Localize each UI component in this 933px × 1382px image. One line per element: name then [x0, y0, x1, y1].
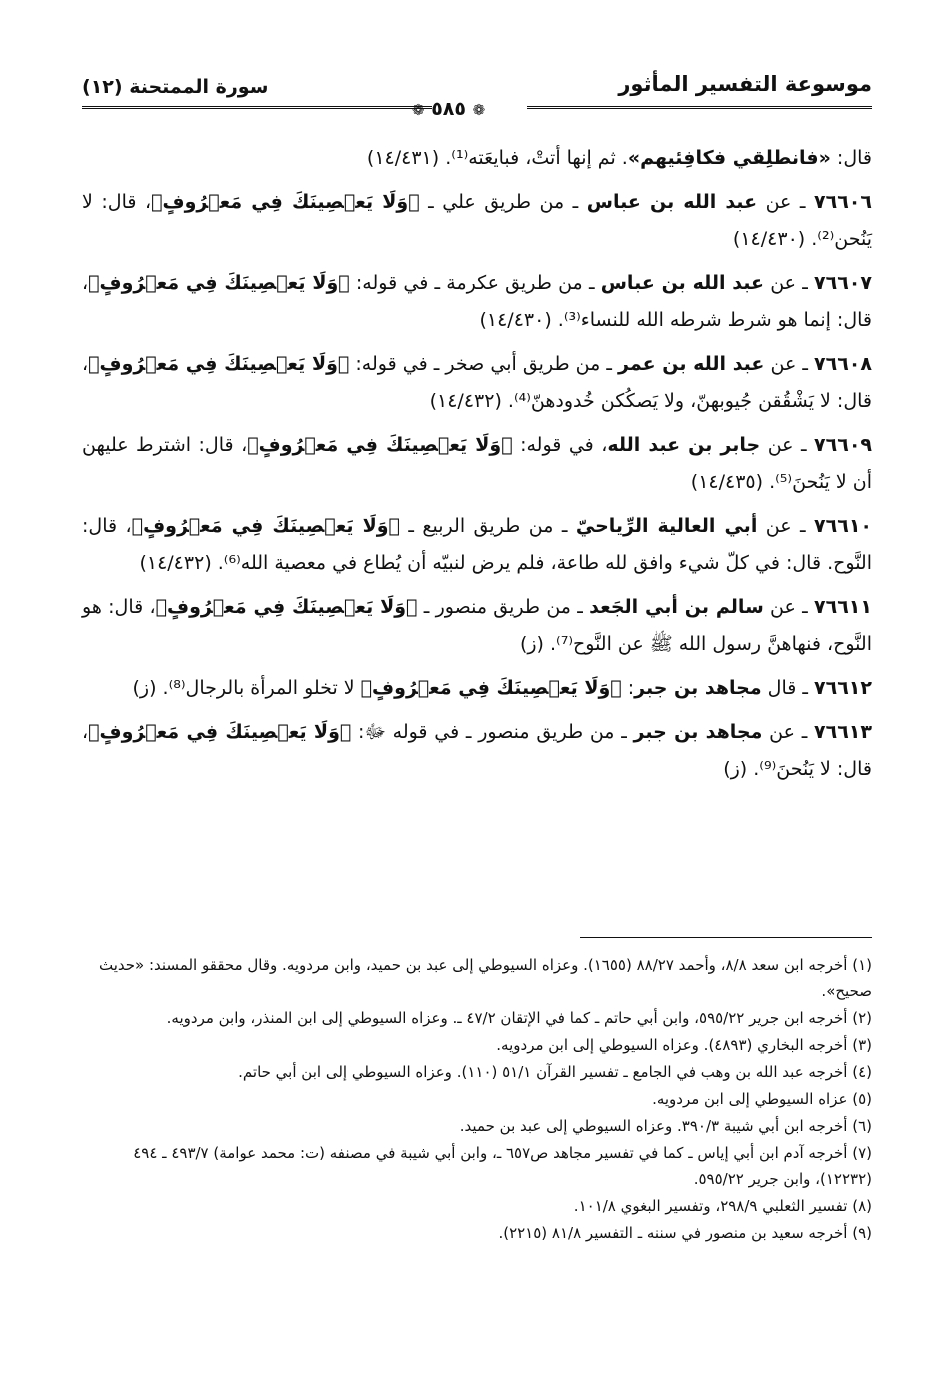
hadith-number: ٧٦٦٠٩: [814, 434, 873, 456]
paragraph-post: ، قال: اشترط عليهن أن لا يَنُحنَ⁽⁵⁾. (١٤/٤٣٥): [82, 434, 872, 493]
quran-verse: ﴿وَلَا يَعۡصِينَكَ فِي مَعۡرُوفٍ﴾: [155, 596, 418, 618]
paragraph-mid: ـ من طريق الربيع ـ: [399, 515, 576, 537]
paragraph: [82, 670, 872, 707]
paragraph: [82, 140, 872, 177]
footnote: (٥) عزاه السيوطي إلى ابن مردويه.: [652, 1090, 872, 1108]
paragraph: [82, 589, 872, 663]
paragraph-mid: ، في قوله:: [512, 434, 608, 456]
page-header: [82, 68, 872, 120]
header-rule: [82, 106, 432, 109]
paragraph-mid: ـ من طريق منصور ـ: [417, 596, 590, 618]
paragraph-pre: ـ عن: [763, 596, 815, 618]
paragraph-pre: ـ عن: [760, 434, 815, 456]
paragraph: [82, 508, 872, 582]
paragraph-pre: ـ عن: [757, 191, 815, 213]
paragraph-mid: ـ من طريق منصور ـ في قوله ﷻ:: [351, 721, 634, 743]
hadith-number: ٧٦٦١٢: [814, 677, 872, 699]
footnote: (٧) أخرجه آدم ابن أبي إياس ـ كما في تفسير مجاهد ص٦٥٧ ـ، وابن أبي شيبة في مصنفه (ت: محمد عوامة) ٤٩٣/٧ ـ ٤٩٤ (١٢٢٣٢)، وابن جرير ٥٩٥/٢٢.: [133, 1144, 872, 1188]
footnote-divider: [580, 937, 872, 938]
footnote: (٢) أخرجه ابن جرير ٥٩٥/٢٢، وابن أبي حاتم ـ كما في الإتقان ٤٧/٢ ـ. وعزاه السيوطي إلى ابن المنذر، وابن مردويه.: [166, 1009, 872, 1027]
footnotes: [82, 952, 872, 1247]
quote: «فانطلِقي فكافِئيهم»: [627, 147, 831, 169]
quran-verse: ﴿وَلَا يَعۡصِينَكَ فِي مَعۡرُوفٍ﴾: [151, 191, 420, 213]
quran-verse: ﴿وَلَا يَعۡصِينَكَ فِي مَعۡرُوفٍ﴾: [88, 721, 352, 743]
narrator: جابر بن عبد الله: [607, 434, 761, 456]
hadith-number: ٧٦٦٠٦: [814, 191, 872, 213]
ornament-icon: ❁: [412, 101, 425, 119]
paragraph-pre: ـ عن: [762, 721, 815, 743]
page-number-block: [412, 98, 485, 120]
paragraph-post: لا تخلو المرأة بالرجال⁽⁸⁾. (ز): [132, 677, 361, 699]
quran-verse: ﴿وَلَا يَعۡصِينَكَ فِي مَعۡرُوفٍ﴾: [131, 515, 400, 537]
hadith-number: ٧٦٦٠٧: [814, 272, 872, 294]
narrator: عبد الله بن عباس: [600, 272, 765, 294]
paragraph: [82, 346, 872, 420]
paragraph-pre: ـ قال: [761, 677, 815, 699]
paragraph-post: ، قال: إنما هو شرط شرطه الله للنساء⁽³⁾. (١٤/٤٣٠): [82, 272, 872, 331]
paragraph: [82, 184, 872, 258]
paragraph-pre: قال:: [830, 147, 872, 169]
paragraph-pre: ـ عن: [764, 272, 814, 294]
surah-title: سورة الممتحنة (١٢): [82, 76, 269, 98]
paragraph: [82, 427, 872, 501]
narrator: عبد الله بن عمر: [618, 353, 765, 375]
paragraph-pre: ـ عن: [757, 515, 815, 537]
footnote: (٤) أخرجه عبد الله بن وهب في الجامع ـ تفسير القرآن ٥١/١ (١١٠). وعزاه السيوطي إلى ابن أبي حاتم.: [238, 1063, 872, 1081]
quran-verse: ﴿وَلَا يَعۡصِينَكَ فِي مَعۡرُوفٍ﴾: [88, 353, 350, 375]
main-text: [82, 140, 872, 795]
footnote: (١) أخرجه ابن سعد ٨/٨، وأحمد ٨٨/٢٧ (١٦٥٥). وعزاه السيوطي إلى عبد بن حميد، وابن مردويه. وقال محققو المسند: «حديث صحيح».: [98, 956, 872, 1000]
hadith-number: ٧٦٦١٠: [814, 515, 873, 537]
header-rule: [527, 106, 872, 109]
paragraph-mid: ـ من طريق عكرمة ـ في قوله:: [349, 272, 601, 294]
paragraph-post: ، قال: لا يَنُحن⁽²⁾. (١٤/٤٣٠): [82, 191, 872, 250]
hadith-number: ٧٦٦٠٨: [814, 353, 872, 375]
paragraph-mid: :: [621, 677, 635, 699]
paragraph-post: ، قال: النَّوح. قال: في كلّ شيء وافق لله طاعة، فلم يرض لنبيّه أن يُطاع في معصية الله⁽⁶⁾. (١٤/٤٣٢): [82, 515, 872, 574]
paragraph-post: ، قال: هو النَّوح، فنهاهنَّ رسول الله ﷺ عن النَّوح⁽⁷⁾. (ز): [82, 596, 872, 655]
footnote: (٨) تفسير الثعلبي ٢٩٨/٩، وتفسير البغوي ١٠١/٨.: [573, 1197, 872, 1215]
narrator: سالم بن أبي الجَعد: [589, 596, 764, 618]
footnote: (٦) أخرجه ابن أبي شيبة ٣٩٠/٣. وعزاه السيوطي إلى عبد بن حميد.: [459, 1117, 872, 1135]
book-title: موسوعة التفسير المأثور: [618, 72, 872, 96]
footnote: (٩) أخرجه سعيد بن منصور في سننه ـ التفسير ٨١/٨ (٢٢١٥).: [498, 1224, 872, 1242]
quran-verse: ﴿وَلَا يَعۡصِينَكَ فِي مَعۡرُوفٍ﴾: [360, 677, 622, 699]
narrator: مجاهد بن جبر: [634, 677, 762, 699]
footnote: (٣) أخرجه البخاري (٤٨٩٣). وعزاه السيوطي إلى ابن مردويه.: [496, 1036, 872, 1054]
narrator: أبي العالية الرِّياحيّ: [575, 515, 758, 537]
page-number: ٥٨٥: [431, 98, 466, 120]
quran-verse: ﴿وَلَا يَعۡصِينَكَ فِي مَعۡرُوفٍ﴾: [247, 434, 513, 456]
narrator: عبد الله بن عباس: [586, 191, 758, 213]
hadith-number: ٧٦٦١٣: [814, 721, 872, 743]
hadith-number: ٧٦٦١١: [814, 596, 872, 618]
paragraph-mid: ـ من طريق أبي صخر ـ في قوله:: [349, 353, 619, 375]
ornament-icon: ❁: [472, 101, 486, 119]
paragraph-post: ، قال: لا يَنُحنَ⁽⁹⁾. (ز): [82, 721, 872, 780]
paragraph-post: ، قال: لا يَشْقُقن جُيوبهنّ، ولا يَصكُكن خُدودهنّ⁽⁴⁾. (١٤/٤٣٢): [82, 353, 872, 412]
paragraph: [82, 265, 872, 339]
narrator: مجاهد بن جبر: [633, 721, 763, 743]
paragraph: [82, 714, 872, 788]
paragraph-mid: ـ من طريق علي ـ: [419, 191, 587, 213]
quran-verse: ﴿وَلَا يَعۡصِينَكَ فِي مَعۡرُوفٍ﴾: [88, 272, 350, 294]
paragraph-pre: ـ عن: [764, 353, 815, 375]
paragraph-post: . ثم إنها أتتْ، فبايعَته⁽¹⁾. (١٤/٤٣١): [366, 147, 628, 169]
